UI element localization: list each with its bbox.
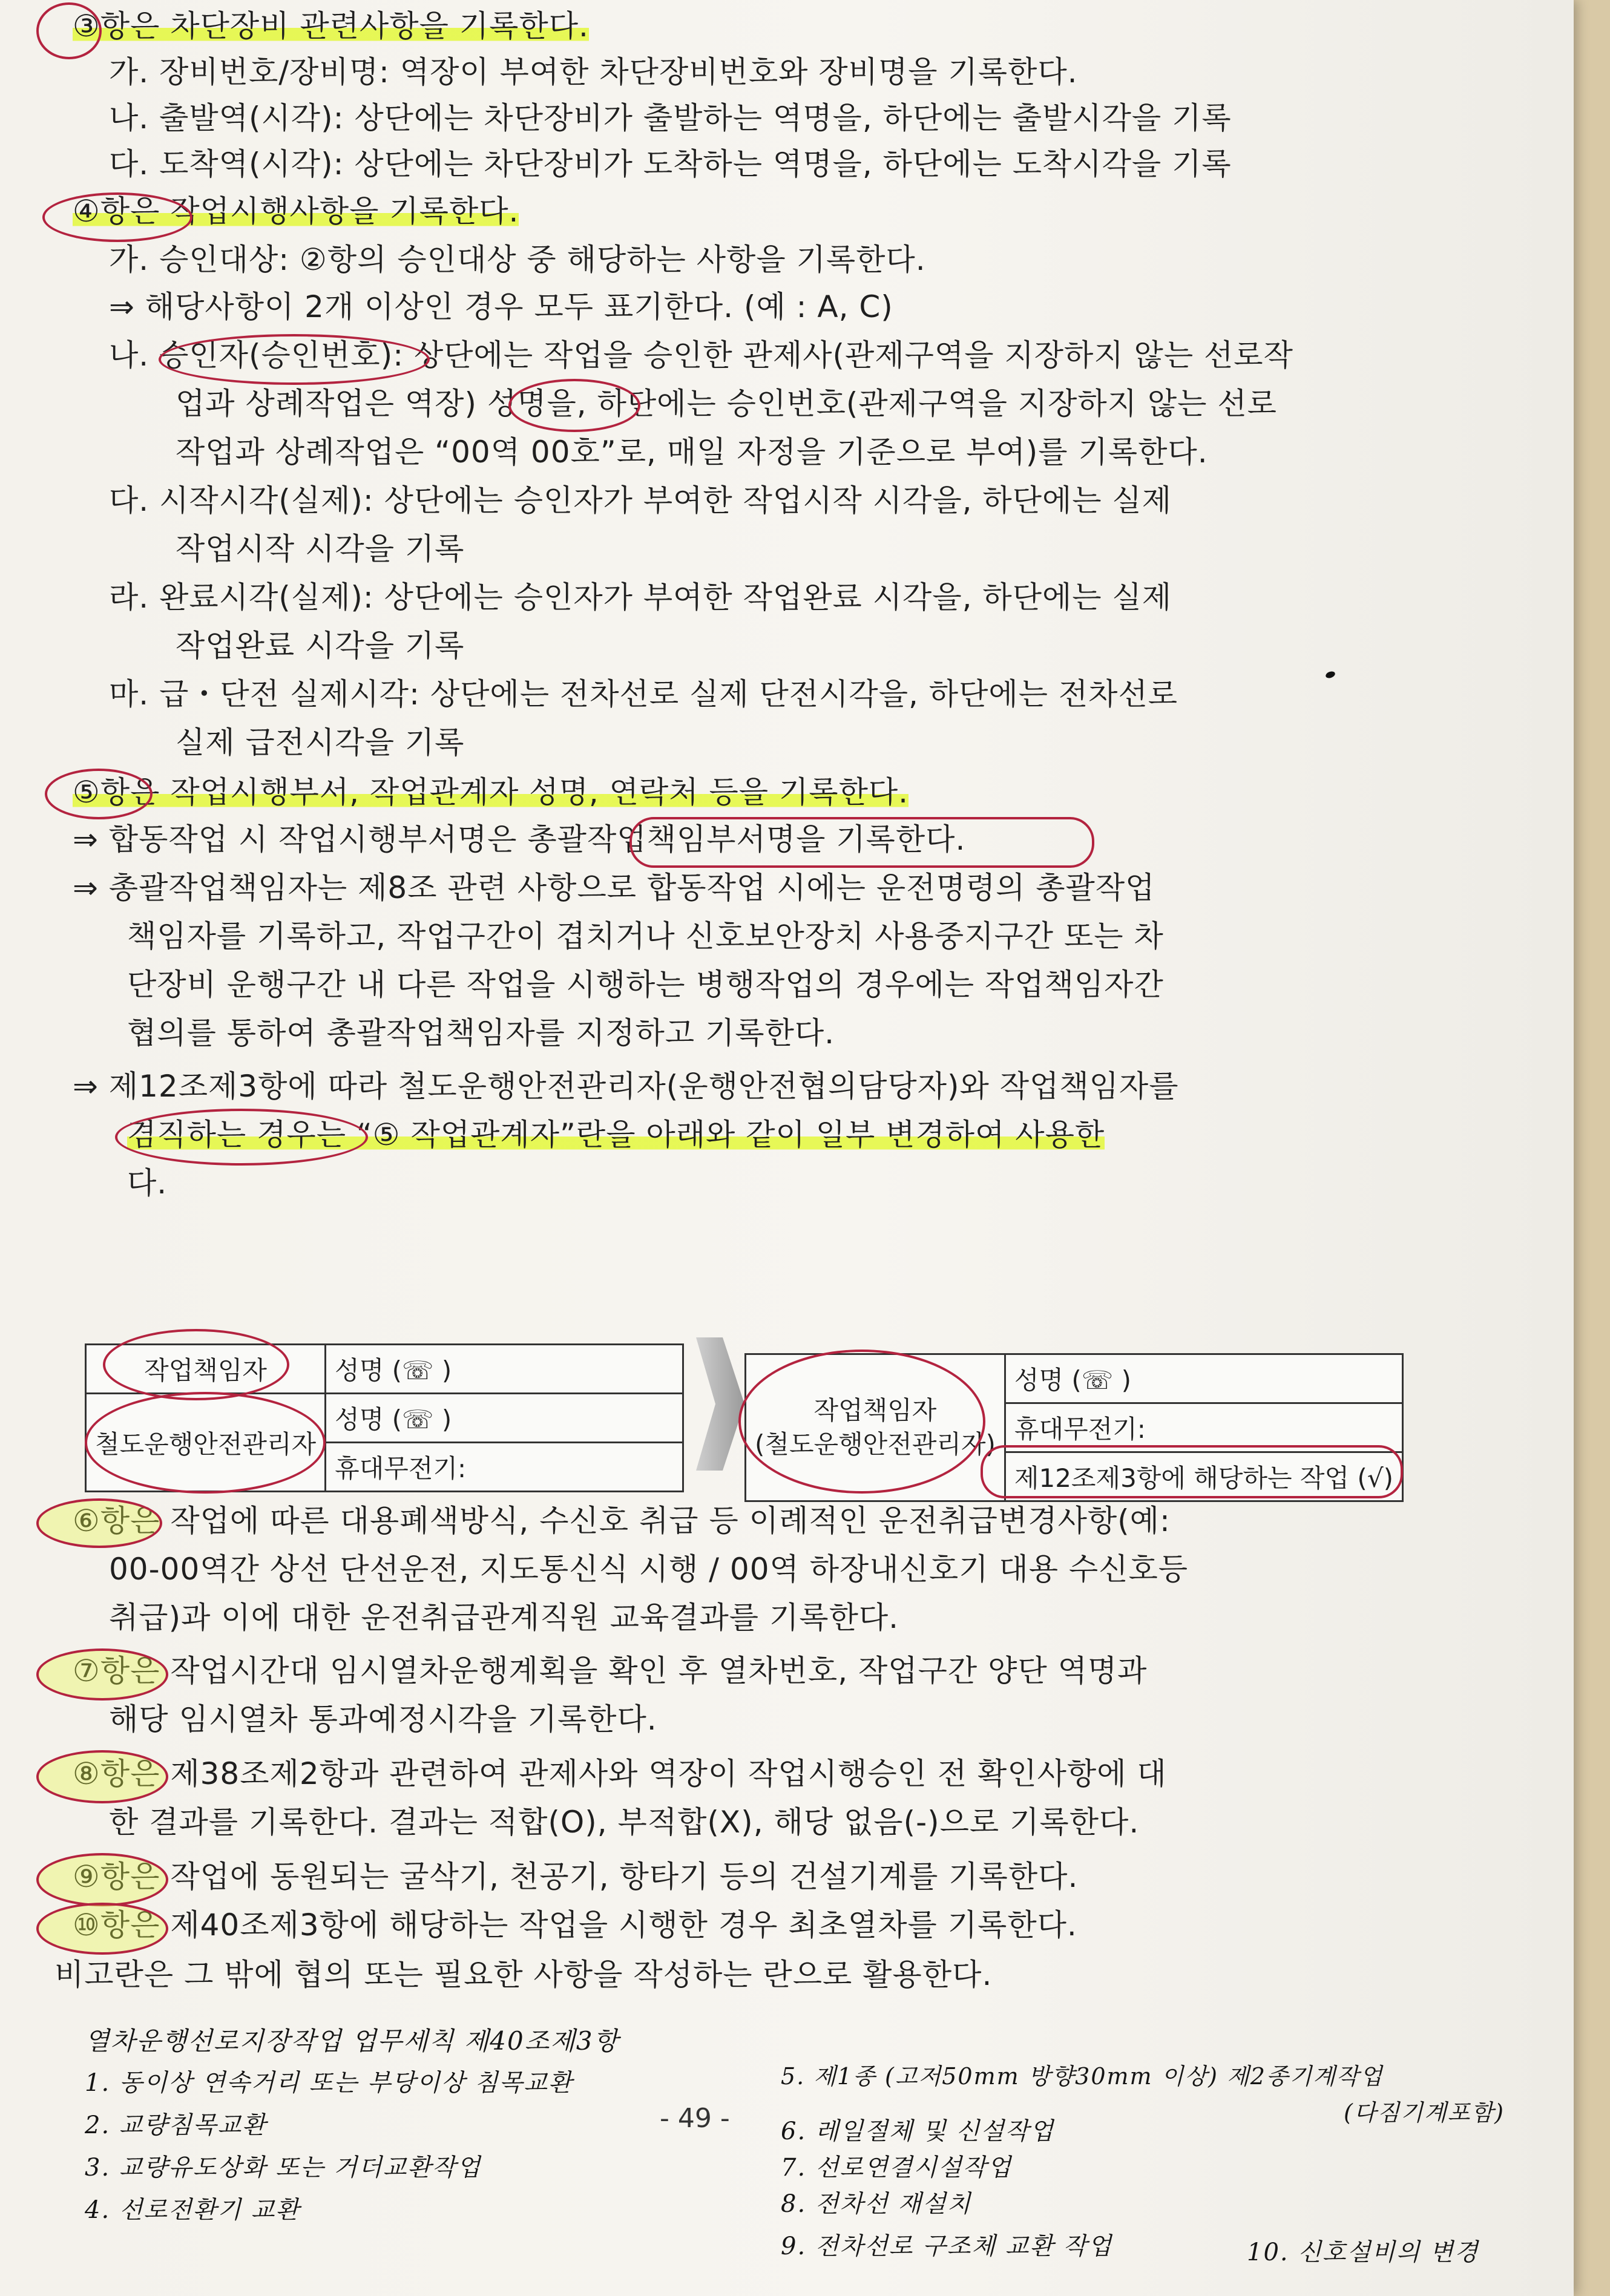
section-6-line: ⑥항은 작업에 따른 대용폐색방식, 수신호 취급 등 이례적인 운전취급변경사항(예: bbox=[73, 1503, 1171, 1538]
section-4-line: 업과 상례작업은 역장) 성명을, 하단에는 승인번호(관제구역을 지장하지 않는 선로 bbox=[176, 386, 1277, 421]
table-cell-line: 작업책임자 bbox=[813, 1396, 937, 1425]
section-4-line: 작업과 상례작업은 “00역 00호”로, 매일 자정을 기준으로 부여)를 기록한다. bbox=[176, 435, 1208, 470]
section-6-line: 취급)과 이에 대한 운전취급관계직원 교육결과를 기록한다. bbox=[109, 1600, 899, 1635]
section-8-line: 한 결과를 기록한다. 결과는 적합(O), 부적합(X), 해당 없음(-)으로 기록한다. bbox=[109, 1805, 1140, 1840]
section-5-line: 겸직하는 경우는 “⑤ 작업관계자”란을 아래와 같이 일부 변경하여 사용한 bbox=[127, 1117, 1105, 1152]
handwritten-note: 2. 교량침목교환 bbox=[85, 2111, 267, 2139]
section-4-line: ⇒ 해당사항이 2개 이상인 경우 모두 표기한다. (예 : A, C) bbox=[109, 289, 893, 324]
table-cell: 휴대무전기: bbox=[326, 1443, 683, 1492]
handwritten-title: 열차운행선로지장작업 업무세칙 제40조제3항 bbox=[85, 2026, 620, 2056]
section-4-line: 작업시작 시각을 기록 bbox=[176, 531, 465, 566]
section-9-line: ⑨항은 작업에 동원되는 굴삭기, 천공기, 항타기 등의 건설기계를 기록한다. bbox=[73, 1859, 1079, 1894]
table-cell bbox=[746, 1354, 1005, 1501]
handwritten-note: 7. 선로연결시설작업 bbox=[781, 2154, 1012, 2182]
section-4-line: 마. 급・단전 실제시각: 상단에는 전차선로 실제 단전시각을, 하단에는 전차선로 bbox=[109, 677, 1178, 712]
table-cell: 제12조제3항에 해당하는 작업 (√) bbox=[1005, 1452, 1402, 1501]
handwritten-note: 4. 선로전환기 교환 bbox=[85, 2196, 301, 2224]
section-3-item-a: 가. 장비번호/장비명: 역장이 부여한 차단장비번호와 장비명을 기록한다. bbox=[109, 54, 1078, 90]
section-6-line: 00-00역간 상선 단선운전, 지도통신식 시행 / 00역 하장내신호기 대용 수신호등 bbox=[109, 1552, 1189, 1587]
section-4-line: 다. 시작시각(실제): 상단에는 승인자가 부여한 작업시작 시각을, 하단에는 실제 bbox=[109, 483, 1172, 518]
section-4-line: 나. 승인자(승인번호): 상단에는 작업을 승인한 관제사(관제구역을 지장하지 않는 선로작 bbox=[109, 338, 1293, 373]
section-4-line: 가. 승인대상: ②항의 승인대상 중 해당하는 사항을 기록한다. bbox=[109, 242, 926, 277]
handwritten-note: (다짐기계포함) bbox=[1344, 2099, 1505, 2126]
section-3-item-c: 다. 도착역(시각): 상단에는 차단장비가 도착하는 역명을, 하단에는 도착시각을 기록 bbox=[109, 146, 1232, 182]
section-5-line: 책임자를 기록하고, 작업구간이 겹치거나 신호보안장치 사용중지구간 또는 차 bbox=[127, 919, 1164, 954]
section-3-item-b: 나. 출발역(시각): 상단에는 차단장비가 출발하는 역명을, 하단에는 출발시각을 기록 bbox=[109, 100, 1232, 136]
section-5-heading: ⑤항은 작업시행부서, 작업관계자 성명, 연락처 등을 기록한다. bbox=[73, 775, 909, 810]
page-number: - 49 - bbox=[660, 2103, 730, 2134]
handwritten-note: 5. 제1종 (고저50mm 방향30mm 이상) 제2종기계작업 bbox=[781, 2063, 1384, 2090]
section-5-line: ⇒ 합동작업 시 작업시행부서명은 총괄작업책임부서명을 기록한다. bbox=[73, 822, 966, 857]
section-5-line: ⇒ 총괄작업책임자는 제8조 관련 사항으로 합동작업 시에는 운전명령의 총괄작업 bbox=[73, 870, 1155, 905]
section-3-heading: ③항은 차단장비 관련사항을 기록한다. bbox=[73, 8, 589, 44]
section-5-line: 협의를 통하여 총괄작업책임자를 지정하고 기록한다. bbox=[127, 1015, 835, 1051]
arrow-right-icon bbox=[696, 1337, 744, 1471]
section-5-line: 다. bbox=[127, 1166, 168, 1201]
table-cell: 휴대무전기: bbox=[1005, 1403, 1402, 1452]
section-5-line: 단장비 운행구간 내 다른 작업을 시행하는 병행작업의 경우에는 작업책임자간 bbox=[127, 967, 1164, 1002]
section-4-line: 실제 급전시각을 기록 bbox=[176, 725, 465, 760]
section-4-line: 라. 완료시각(실제): 상단에는 승인자가 부여한 작업완료 시각을, 하단에는 실제 bbox=[109, 580, 1172, 615]
section-7-line: ⑦항은 작업시간대 임시열차운행계획을 확인 후 열차번호, 작업구간 양단 역명과 bbox=[73, 1653, 1148, 1688]
handwritten-note: 10. 신호설비의 변경 bbox=[1247, 2239, 1479, 2266]
section-10-line: ⑩항은 제40조제3항에 해당하는 작업을 시행한 경우 최초열차를 기록한다. bbox=[73, 1907, 1077, 1943]
section-8-line: ⑧항은 제38조제2항과 관련하여 관제사와 역장이 작업시행승인 전 확인사항에 대 bbox=[73, 1756, 1167, 1791]
handwritten-note: 6. 레일절체 및 신설작업 bbox=[781, 2117, 1055, 2145]
right-form-table bbox=[744, 1353, 1404, 1502]
handwritten-note: 9. 전차선로 구조체 교환 작업 bbox=[781, 2232, 1113, 2260]
section-4-heading: ④항은 작업시행사항을 기록한다. bbox=[73, 194, 519, 229]
handwritten-note: 3. 교량유도상화 또는 거더교환작업 bbox=[85, 2154, 482, 2182]
table-cell: 성명 (☏ ) bbox=[326, 1345, 683, 1394]
table-cell: 작업책임자 bbox=[86, 1345, 326, 1394]
handwritten-note: 1. 동이상 연속거리 또는 부당이상 침목교환 bbox=[85, 2069, 573, 2097]
section-4-line: 작업완료 시각을 기록 bbox=[176, 628, 465, 663]
table-cell-line: (철도운행안전관리자) bbox=[755, 1429, 996, 1459]
remark-line: 비고란은 그 밖에 협의 또는 필요한 사항을 작성하는 란으로 활용한다. bbox=[54, 1957, 993, 1992]
table-cell: 철도운행안전관리자 bbox=[86, 1394, 326, 1492]
table-cell: 성명 (☏ ) bbox=[326, 1394, 683, 1443]
left-form-table bbox=[85, 1343, 684, 1492]
table-cell: 성명 (☏ ) bbox=[1005, 1354, 1402, 1403]
section-5-line: ⇒ 제12조제3항에 따라 철도운행안전관리자(운행안전협의담당자)와 작업책임자를 bbox=[73, 1069, 1179, 1104]
ink-dot bbox=[1325, 671, 1336, 680]
handwritten-note: 8. 전차선 재설치 bbox=[781, 2190, 972, 2218]
section-7-line: 해당 임시열차 통과예정시각을 기록한다. bbox=[109, 1702, 657, 1737]
